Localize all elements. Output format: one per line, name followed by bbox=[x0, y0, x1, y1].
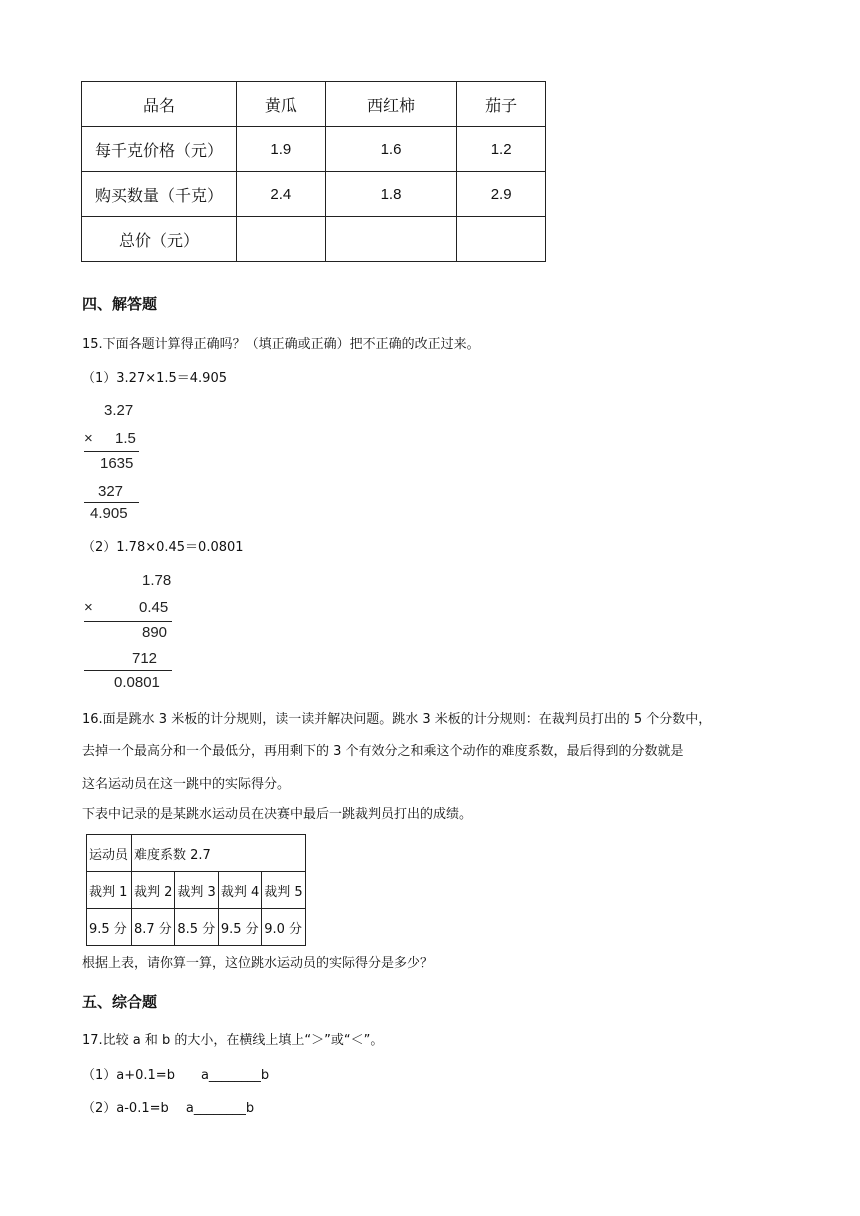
table-cell: 2.4 bbox=[237, 172, 326, 217]
answer-cell[interactable] bbox=[237, 217, 326, 262]
table-cell: 难度系数 2.7 bbox=[132, 835, 306, 872]
rule-line bbox=[84, 502, 139, 503]
partial-product: 712 bbox=[132, 650, 158, 667]
vegetable-price-table bbox=[81, 81, 546, 262]
table-cell: 茄子 bbox=[457, 82, 546, 127]
question-part: （1）a+0.1=b a________b bbox=[82, 1068, 270, 1083]
partial-product: 890 bbox=[142, 624, 168, 641]
table-row bbox=[87, 909, 306, 946]
table-row bbox=[82, 127, 546, 172]
table-cell: 裁判 4 bbox=[218, 872, 261, 909]
table-cell: 1.9 bbox=[237, 127, 326, 172]
question-text: 去掉一个最高分和一个最低分，再用剩下的 3 个有效分之和乘这个动作的难度系数，最后得到的分数就是 bbox=[82, 744, 684, 759]
table-cell: 品名 bbox=[82, 82, 237, 127]
table-cell: 9.5 分 bbox=[218, 909, 261, 946]
product: 4.905 bbox=[90, 505, 128, 522]
table-cell: 1.6 bbox=[325, 127, 457, 172]
question-text: 16.面是跳水 3 米板的计分规则，读一读并解决问题。跳水 3 米板的计分规则：在裁判员打出的 5 个分数中， bbox=[82, 712, 712, 727]
table-row bbox=[82, 217, 546, 262]
multiplier: 0.45 bbox=[139, 599, 169, 616]
table-row bbox=[82, 172, 546, 217]
table-cell: 裁判 2 bbox=[132, 872, 175, 909]
partial-product: 327 bbox=[98, 483, 124, 500]
table-row bbox=[87, 835, 306, 872]
partial-product: 1635 bbox=[100, 455, 134, 472]
table-row bbox=[82, 82, 546, 127]
diving-score-table bbox=[86, 834, 306, 946]
multiplicand: 1.78 bbox=[142, 572, 172, 589]
section-title: 四、解答题 bbox=[82, 295, 158, 313]
table-cell: 1.8 bbox=[325, 172, 457, 217]
question-text: 这名运动员在这一跳中的实际得分。 bbox=[82, 777, 291, 792]
answer-cell[interactable] bbox=[457, 217, 546, 262]
table-cell: 2.9 bbox=[457, 172, 546, 217]
table-cell: 总价（元） bbox=[82, 217, 237, 262]
question-part-label: （2）1.78×0.45＝0.0801 bbox=[82, 540, 244, 555]
table-cell: 裁判 3 bbox=[175, 872, 218, 909]
table-cell: 运动员 bbox=[87, 835, 132, 872]
table-cell: 8.7 分 bbox=[132, 909, 175, 946]
vertical-multiplication bbox=[82, 572, 182, 697]
question-prompt: 17.比较 a 和 b 的大小，在横线上填上“＞”或“＜”。 bbox=[82, 1033, 384, 1048]
table-cell: 西红柿 bbox=[325, 82, 457, 127]
product: 0.0801 bbox=[114, 674, 160, 691]
question-part: （2）a-0.1=b a________b bbox=[82, 1101, 255, 1116]
question-text: 根据上表，请你算一算，这位跳水运动员的实际得分是多少？ bbox=[82, 956, 434, 971]
table-cell: 1.2 bbox=[457, 127, 546, 172]
multiplier: 1.5 bbox=[115, 430, 136, 447]
rule-line bbox=[84, 451, 139, 452]
table-cell: 裁判 1 bbox=[87, 872, 132, 909]
answer-cell[interactable] bbox=[325, 217, 457, 262]
table-cell: 黄瓜 bbox=[237, 82, 326, 127]
question-part-label: （1）3.27×1.5＝4.905 bbox=[82, 371, 227, 386]
multiplicand: 3.27 bbox=[104, 402, 134, 419]
table-cell: 裁判 5 bbox=[262, 872, 305, 909]
table-cell: 9.5 分 bbox=[87, 909, 132, 946]
table-cell: 购买数量（千克） bbox=[82, 172, 237, 217]
times-sign: × bbox=[84, 599, 93, 616]
table-row bbox=[87, 872, 306, 909]
rule-line bbox=[84, 670, 172, 671]
section-title: 五、综合题 bbox=[82, 993, 158, 1011]
table-cell: 8.5 分 bbox=[175, 909, 218, 946]
question-prompt: 15.下面各题计算得正确吗？（填正确或正确）把不正确的改正过来。 bbox=[82, 337, 480, 352]
rule-line bbox=[84, 621, 172, 622]
table-cell: 9.0 分 bbox=[262, 909, 305, 946]
table-cell: 每千克价格（元） bbox=[82, 127, 237, 172]
times-sign: × bbox=[84, 430, 93, 447]
vertical-multiplication bbox=[82, 402, 152, 527]
question-text: 下表中记录的是某跳水运动员在决赛中最后一跳裁判员打出的成绩。 bbox=[82, 807, 473, 822]
